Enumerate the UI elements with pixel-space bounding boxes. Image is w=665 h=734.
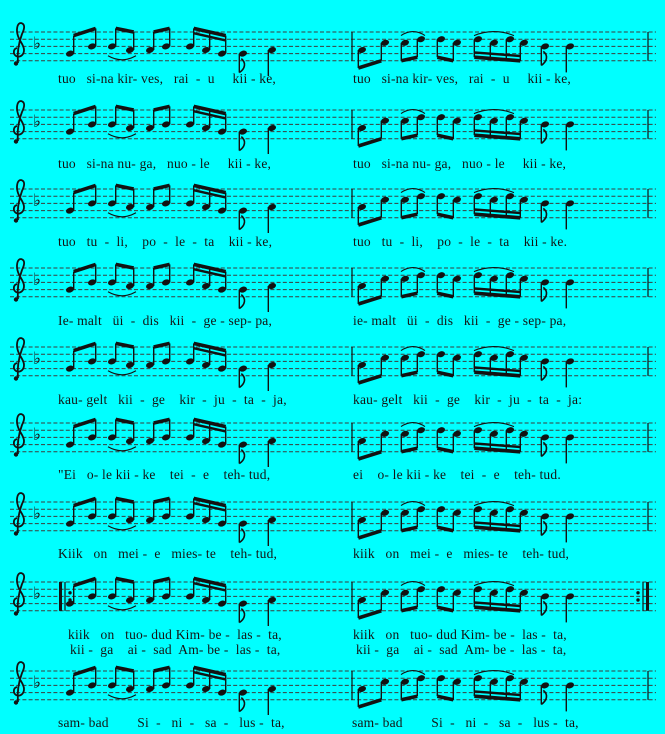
lyric-line-s2-right: tuo si-na nu- ga, nuo - le kii - ke, bbox=[353, 156, 567, 171]
lyric-line-s9-left: sam- bad Si - ni - sa - lus - ta, bbox=[58, 715, 285, 730]
lyric-line-s3-right: tuo tu - li, po - le - ta kii - ke. bbox=[353, 234, 568, 249]
svg-text:♭: ♭ bbox=[33, 270, 42, 290]
lyric-line-s1-right: tuo si-na kir- ves, rai - u kii - ke, bbox=[353, 71, 571, 86]
lyric-line-s3-left: tuo tu - li, po - le - ta kii - ke, bbox=[58, 234, 273, 249]
lyric-line-s5-right: kau- gelt kii - ge kir - ju - ta - ja: bbox=[353, 392, 583, 407]
lyric-line-s4-right: ie- malt üi - dis kii - ge - sep- pa, bbox=[353, 313, 567, 328]
lyric-line-s8-left-1: kiik on tuo- dud Kim- be - las - ta, bbox=[68, 627, 282, 642]
lyric-line-s1-left: tuo si-na kir- ves, rai - u kii - ke, bbox=[58, 71, 276, 86]
svg-text:♭: ♭ bbox=[33, 673, 42, 693]
svg-text:♭: ♭ bbox=[33, 504, 42, 524]
svg-text:♭: ♭ bbox=[33, 425, 42, 445]
svg-text:♭: ♭ bbox=[33, 584, 42, 604]
lyric-line-s8-left-2: kii - ga ai - sad Am- be - las - ta, bbox=[70, 642, 281, 657]
lyric-line-s8-right-2: kii - ga ai - sad Am- be - las - ta, bbox=[356, 642, 567, 657]
svg-text:♭: ♭ bbox=[33, 191, 42, 211]
lyric-line-s6-right: ei o- le kii - ke tei - e teh- tud. bbox=[353, 467, 561, 482]
lyric-line-s6-left: "Ei o- le kii - ke tei - e teh- tud, bbox=[58, 467, 271, 482]
svg-text:♭: ♭ bbox=[33, 349, 42, 369]
lyric-line-s4-left: Ie- malt üi - dis kii - ge - sep- pa, bbox=[58, 313, 273, 328]
lyric-line-s9-right: sam- bad Si - ni - sa - lus - ta, bbox=[352, 715, 579, 730]
lyric-line-s7-left: Kiik on mei - e mies- te teh- tud, bbox=[58, 546, 278, 561]
lyric-line-s8-right-1: kiik on tuo- dud Kim- be - las - ta, bbox=[353, 627, 567, 642]
lyric-line-s2-left: tuo si-na nu- ga, nuo - le kii - ke, bbox=[58, 156, 272, 171]
svg-text:♭: ♭ bbox=[33, 112, 42, 132]
lyric-line-s5-left: kau- gelt kii - ge kir - ju - ta - ja, bbox=[58, 392, 287, 407]
svg-text:♭: ♭ bbox=[33, 34, 42, 54]
lyric-line-s7-right: kiik on mei - e mies- te teh- tud, bbox=[353, 546, 570, 561]
